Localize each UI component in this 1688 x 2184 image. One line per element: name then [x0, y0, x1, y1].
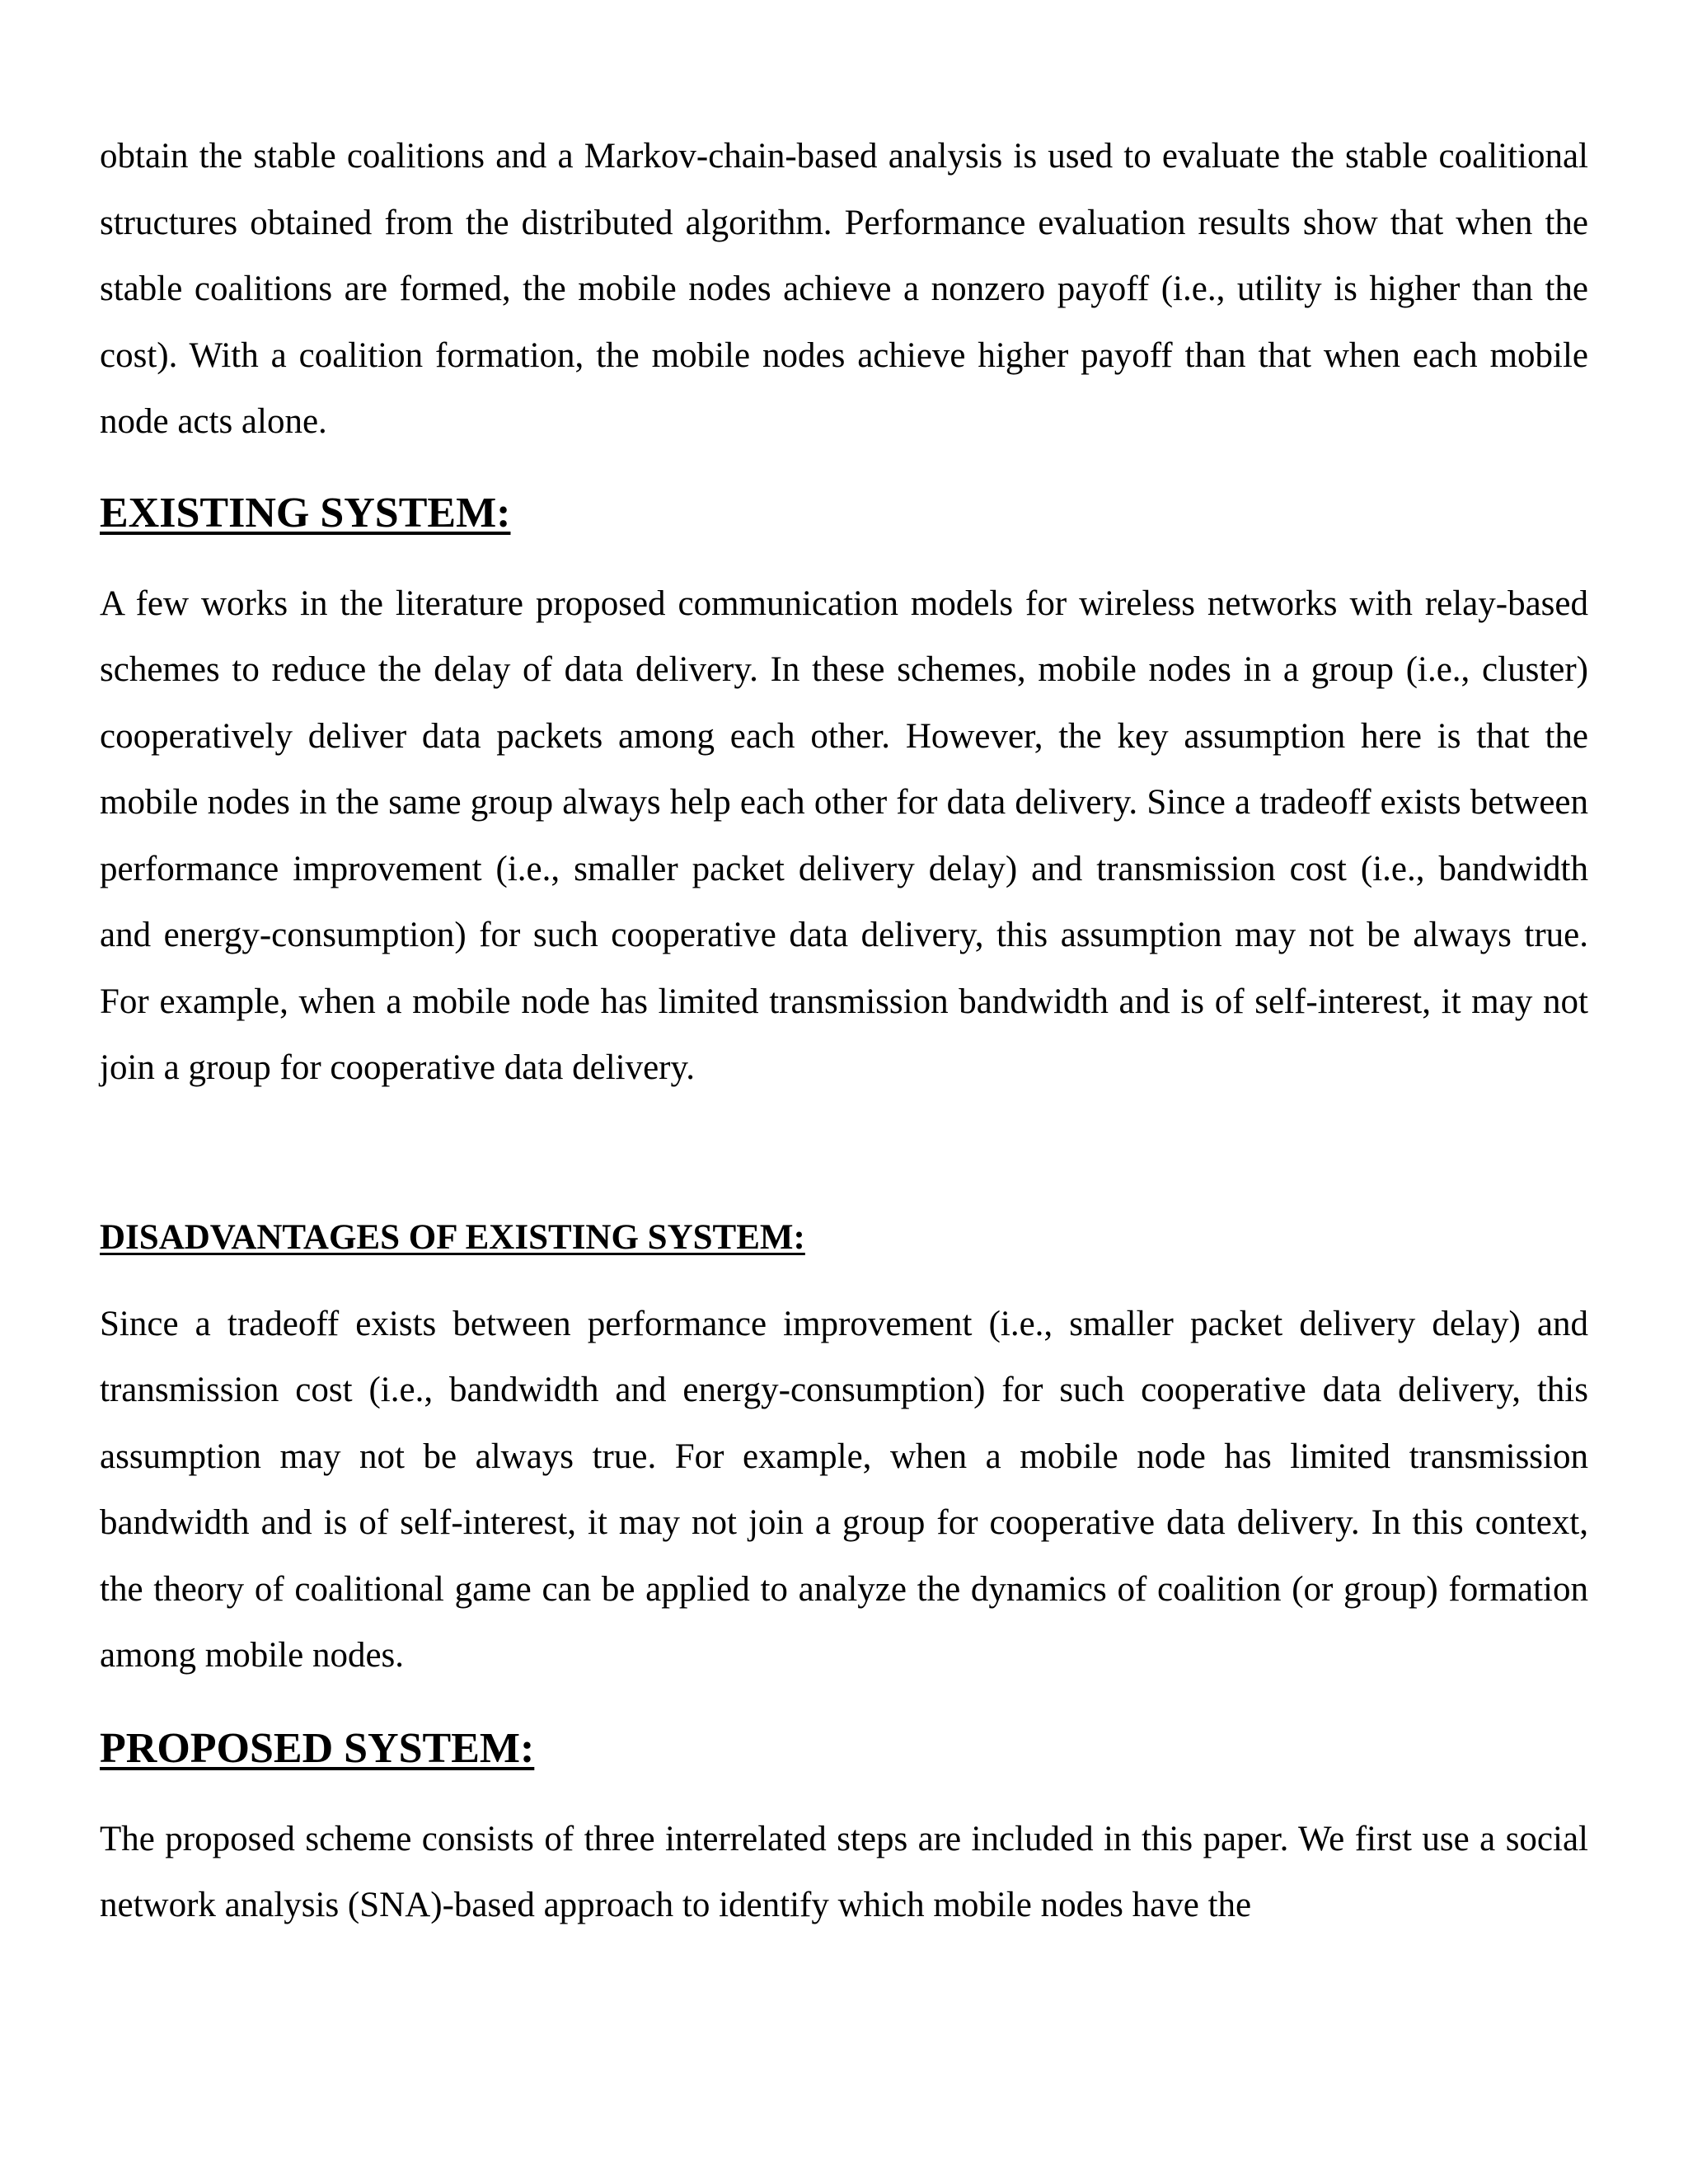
intro-paragraph: obtain the stable coalitions and a Markov-chain-based analysis is used to evaluate the stable coalitional structures obtained from the distributed algorithm. Performance evaluation results show that when the stable coalitions are formed, the mobile nodes achieve a nonzero payoff (i.e., utility is higher than the cost). With a coalition formation, the mobile nodes achieve higher payoff than that when each mobile node acts alone.: [100, 137, 1588, 441]
existing-system-paragraph: A few works in the literature proposed communication models for wireless networks with relay-based schemes to reduce the delay of data delivery. In these schemes, mobile nodes in a group (i.e., cluster) cooperatively deliver data packets among each other. However, the key assumption here is that the mobile nodes in the same group always help each other for data delivery. Since a tradeoff exists between performance improvement (i.e., smaller packet delivery delay) and transmission cost (i.e., bandwidth and energy-consumption) for such cooperative data delivery, this assumption may not be always true. For example, when a mobile node has limited transmission bandwidth and is of self-interest, it may not join a group for cooperative data delivery.: [100, 583, 1588, 1087]
existing-system-heading: EXISTING SYSTEM:: [100, 489, 511, 537]
disadvantages-heading: DISADVANTAGES OF EXISTING SYSTEM:: [100, 1217, 805, 1257]
disadvantages-paragraph: Since a tradeoff exists between performance improvement (i.e., smaller packet delivery delay) and transmission cost (i.e., bandwidth and energy-consumption) for such cooperative data delivery, this assumption may not be always true. For example, when a mobile node has limited transmission bandwidth and is of self-interest, it may not join a group for cooperative data delivery. In this context, the theory of coalitional game can be applied to analyze the dynamics of coalition (or group) formation among mobile nodes.: [100, 1304, 1588, 1675]
proposed-system-paragraph: The proposed scheme consists of three interrelated steps are included in this paper. We first use a social network analysis (SNA)-based approach to identify which mobile nodes have the: [100, 1819, 1588, 1924]
proposed-system-heading: PROPOSED SYSTEM:: [100, 1724, 535, 1772]
document-page: [100, 124, 1588, 1939]
